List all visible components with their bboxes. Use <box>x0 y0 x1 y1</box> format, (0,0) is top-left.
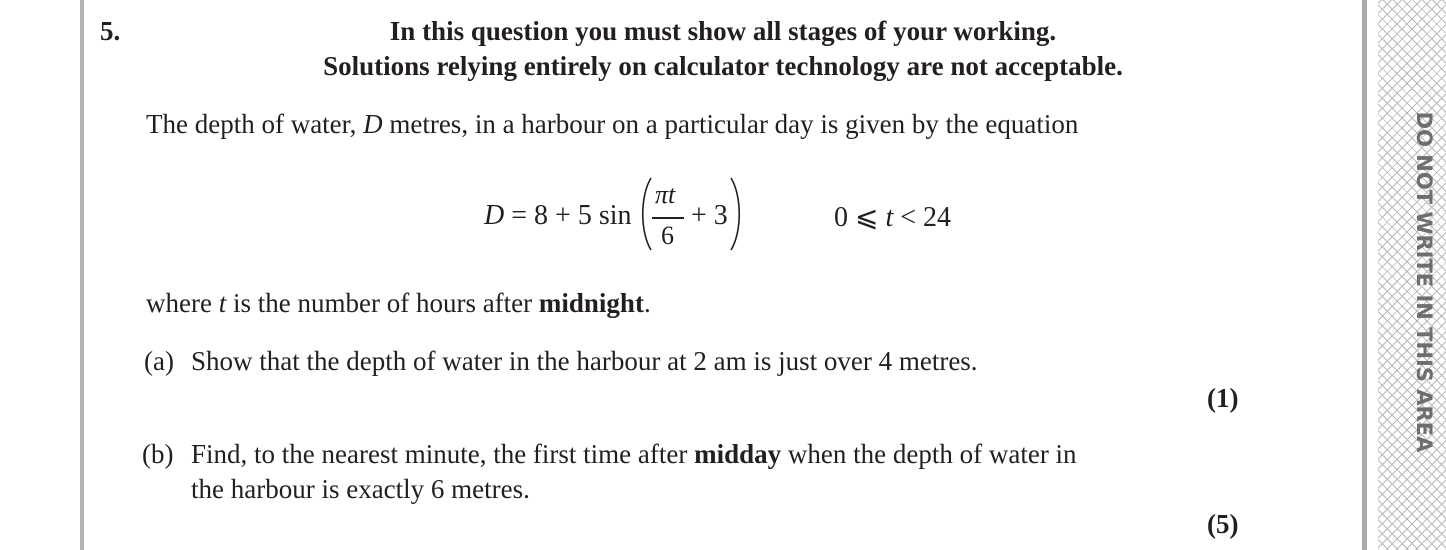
fraction-denominator: 6 <box>661 221 674 250</box>
part-a-text: Show that the depth of water in the harbour at 2 am is just over 4 metres. <box>191 346 978 376</box>
question-number: 5. <box>100 16 121 46</box>
part-b-text-line-2: the harbour is exactly 6 metres. <box>191 474 530 504</box>
margin-warning-text: DO NOT WRITE IN THIS AREA <box>1412 111 1436 453</box>
part-b-marks: (5) <box>1207 509 1239 539</box>
part-b-label: (b) <box>142 439 174 469</box>
equation-plus-term: + 3 <box>691 200 728 231</box>
emphasis-midday: midday <box>694 439 782 469</box>
variable-definition: where t is the number of hours after midnight. <box>146 288 651 318</box>
instruction-line-1: In this question you must show all stages of your working. <box>389 16 1057 46</box>
emphasis-midnight: midnight <box>538 288 644 318</box>
part-a-marks: (1) <box>1207 383 1239 413</box>
left-parenthesis-icon <box>638 176 654 252</box>
instruction-line-2: Solutions relying entirely on calculator technology are not acceptable. <box>323 51 1123 81</box>
variable-t: t <box>218 288 227 318</box>
variable-d: D <box>363 109 383 139</box>
fraction-numerator: πt <box>655 180 676 209</box>
equation-lhs: D = 8 + 5 sin <box>484 200 632 231</box>
fraction-bar <box>652 217 684 219</box>
question-intro <box>146 109 1078 140</box>
intro-text-start: The depth of water, <box>146 109 364 139</box>
right-parenthesis-icon <box>728 176 744 252</box>
part-a-label: (a) <box>144 346 174 376</box>
equation-domain: 0 ⩽ t < 24 <box>834 202 952 233</box>
part-b-text-line-1: Find, to the nearest minute, the first time after midday when the depth of water in <box>191 439 1077 469</box>
right-border-line <box>1362 0 1367 550</box>
left-border-line <box>80 0 84 550</box>
intro-text-end: metres, in a harbour on a particular day is given by the equation <box>382 109 1079 139</box>
